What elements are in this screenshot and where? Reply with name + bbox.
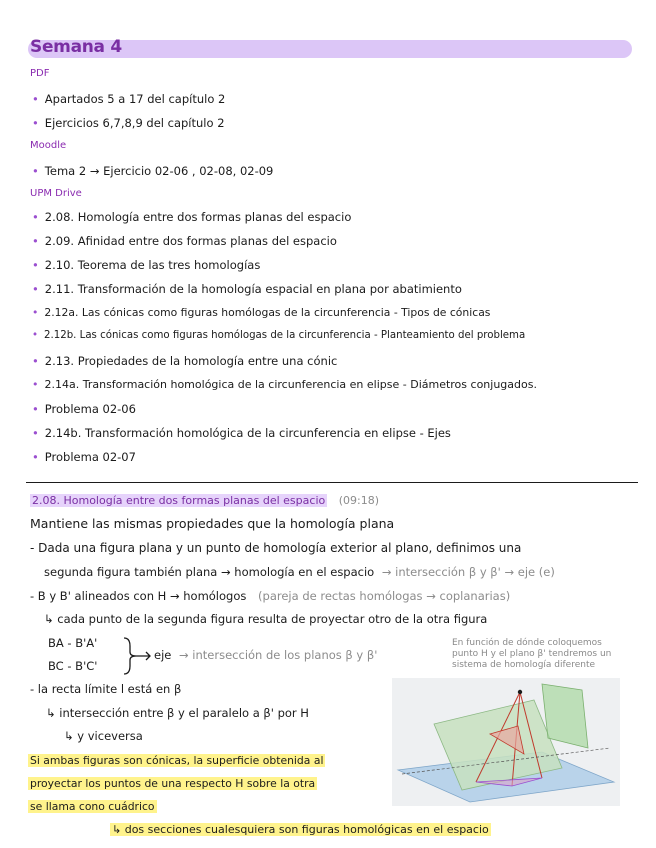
video-timestamp: (09:18) — [338, 494, 380, 507]
list-item-text: Problema 02-07 — [44, 450, 136, 464]
highlighted-text: Si ambas figuras son cónicas, la superficie obtenida al — [30, 754, 324, 767]
list-item-text: 2.12b. Las cónicas como figuras homólogas de la circunferencia - Planteamiento del problema — [44, 330, 526, 341]
bullet-dot: • — [32, 116, 39, 130]
bullet-dot: • — [32, 330, 39, 341]
list-item — [32, 426, 451, 440]
list-item-text: 2.13. Propiedades de la homología entre una cónic — [44, 354, 338, 368]
bullet-dot: • — [32, 450, 39, 464]
bullet-dot: • — [32, 402, 39, 416]
list-item-text: 2.12a. Las cónicas como figuras homólogas de la circunferencia - Tipos de cónicas — [44, 306, 491, 319]
note-line: Mantiene las mismas propiedades que la homología plana — [30, 516, 395, 531]
note-line: - la recta límite l está en β — [30, 682, 182, 696]
list-item-text: 2.08. Homología entre dos formas planas del espacio — [44, 210, 352, 224]
list-item-text: Problema 02-06 — [44, 402, 136, 416]
note-text: - B y B' alineados con H → homólogos — [30, 589, 247, 603]
note-annotation: → intersección de los planos β y β' — [179, 648, 378, 662]
plane-secondary — [542, 684, 588, 748]
bullet-dot: • — [32, 306, 39, 319]
highlighted-text: proyectar los puntos de una respecto H sobre la otra — [30, 777, 316, 790]
bullet-dot: • — [32, 210, 39, 224]
pair-bc: BC - B'C' — [48, 659, 98, 673]
bullet-dot: • — [32, 258, 39, 272]
note-line: - Dada una figura plana y un punto de homología exterior al plano, definimos una — [30, 541, 522, 555]
note-text: segunda figura también plana → homología en el espacio — [44, 565, 375, 579]
list-item — [32, 116, 225, 130]
note-line: ↳ intersección entre β y el paralelo a β' por H — [46, 706, 309, 720]
page-title: Semana 4 — [30, 37, 122, 57]
note-text: eje — [154, 648, 172, 662]
highlighted-text: ↳ dos secciones cualesquiera son figuras homológicas en el espacio — [112, 823, 489, 836]
list-item-text: 2.09. Afinidad entre dos formas planas del espacio — [44, 234, 337, 248]
bullet-dot: • — [32, 378, 39, 391]
center-point-h — [518, 690, 522, 694]
list-item — [32, 282, 462, 296]
note-line — [28, 777, 317, 790]
list-item — [32, 258, 260, 272]
eje-label — [154, 648, 377, 662]
list-item-text: Tema 2 → Ejercicio 02-06 , 02-08, 02-09 — [44, 164, 274, 178]
list-item — [32, 354, 337, 368]
note-annotation: (pareja de rectas homólogas → coplanarias) — [258, 589, 511, 603]
section-label-moodle: Moodle — [30, 140, 67, 151]
list-item — [32, 306, 490, 319]
bullet-dot: • — [32, 234, 39, 248]
list-item-text: Ejercicios 6,7,8,9 del capítulo 2 — [44, 116, 225, 130]
page-title-banner — [28, 37, 632, 58]
note-annotation: → intersección β y β' → eje (e) — [381, 565, 555, 579]
note-line — [110, 823, 491, 836]
section-label-pdf: PDF — [30, 68, 50, 79]
notes-heading-row — [30, 494, 379, 507]
homology-3d-diagram — [392, 678, 620, 806]
note-line — [28, 754, 325, 767]
bullet-dot: • — [32, 92, 39, 106]
note-line — [30, 589, 510, 603]
curly-brace-arrow-icon — [120, 636, 154, 676]
pair-ba: BA - B'A' — [48, 636, 98, 650]
list-item-text: 2.14b. Transformación homológica de la circunferencia en elipse - Ejes — [44, 426, 451, 440]
list-item-text: 2.14a. Transformación homológica de la circunferencia en elipse - Diámetros conjugados. — [44, 378, 537, 391]
list-item — [32, 378, 537, 391]
note-line — [44, 565, 555, 579]
list-item — [32, 92, 225, 106]
list-item — [32, 234, 337, 248]
bullet-dot: • — [32, 282, 39, 296]
notes-heading: 2.08. Homología entre dos formas planas del espacio — [32, 494, 326, 507]
bullet-dot: • — [32, 164, 39, 178]
note-line — [28, 800, 157, 813]
list-item-text: Apartados 5 a 17 del capítulo 2 — [44, 92, 226, 106]
list-item — [32, 450, 136, 464]
list-item-text: 2.10. Teorema de las tres homologías — [44, 258, 261, 272]
list-item — [32, 164, 273, 178]
note-line: ↳ y viceversa — [64, 729, 143, 743]
section-label-upm-drive: UPM Drive — [30, 188, 82, 199]
note-line: ↳ cada punto de la segunda figura resulta de proyectar otro de la otra figura — [44, 612, 488, 626]
list-item — [32, 330, 525, 341]
bullet-dot: • — [32, 354, 39, 368]
list-item — [32, 402, 136, 416]
list-item-text: 2.11. Transformación de la homología espacial en plana por abatimiento — [44, 282, 462, 296]
bullet-dot: • — [32, 426, 39, 440]
divider — [26, 482, 638, 483]
side-note: En función de dónde coloquemos punto H y el plano β' tendremos un sistema de homología diferente — [452, 638, 612, 670]
highlighted-text: se llama cono cuádrico — [30, 800, 155, 813]
list-item — [32, 210, 351, 224]
